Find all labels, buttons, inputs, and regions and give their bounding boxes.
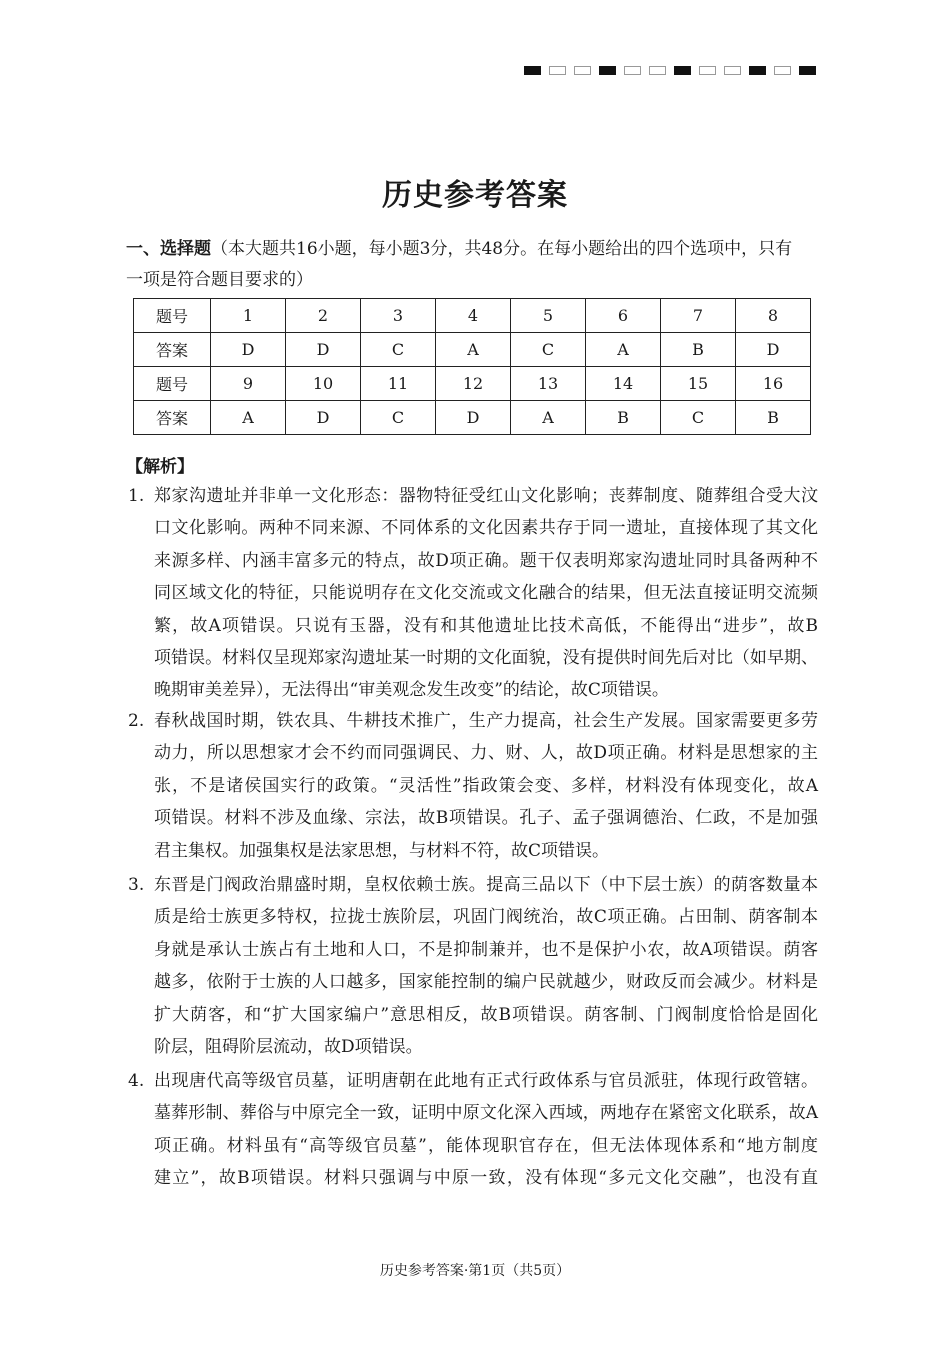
empty-square-mark bbox=[774, 66, 791, 75]
analysis-line: 来源多样、内涵丰富多元的特点，故D项正确。题干仅表明郑家沟遗址同时具备两种不 bbox=[154, 550, 818, 571]
table-cell: 6 bbox=[586, 299, 661, 333]
table-cell: C bbox=[511, 333, 586, 367]
analysis-line: 动力，所以思想家才会不约而同强调民、力、财、人，故D项正确。材料是思想家的主 bbox=[154, 743, 818, 764]
analysis-line: 春秋战国时期，铁农具、牛耕技术推广，生产力提高，社会生产发展。国家需要更多劳 bbox=[154, 711, 818, 731]
table-cell: 7 bbox=[661, 299, 736, 333]
empty-square-mark bbox=[549, 66, 566, 75]
table-cell: 12 bbox=[436, 367, 511, 401]
analysis-line: 同区域文化的特征，只能说明存在文化交流或文化融合的结果，但无法直接证明交流频 bbox=[154, 583, 818, 604]
table-cell: D bbox=[286, 333, 361, 367]
item-number: 4. bbox=[128, 1071, 145, 1091]
table-cell: 16 bbox=[736, 367, 811, 401]
table-cell: 8 bbox=[736, 299, 811, 333]
analysis-line: 质是给士族更多特权，拉拢士族阶层，巩固门阀统治，故C项正确。占田制、荫客制本 bbox=[154, 907, 818, 928]
table-cell: A bbox=[211, 401, 286, 435]
analysis-line: 越多，依附于士族的人口越多，国家能控制的编户民就越少，财政反而会减少。材料是 bbox=[154, 972, 818, 993]
table-cell: 10 bbox=[286, 367, 361, 401]
table-row bbox=[134, 401, 811, 435]
table-cell: B bbox=[586, 401, 661, 435]
section-intro bbox=[126, 234, 826, 296]
analysis-line: 扩大荫客，和“扩大国家编户”意思相反，故B项错误。荫客制、门阀制度恰恰是固化 bbox=[154, 1004, 818, 1025]
table-cell: B bbox=[661, 333, 736, 367]
analysis-line: 项正确。材料虽有“高等级官员墓”，能体现职官存在，但无法体现体系和“地方制度 bbox=[154, 1135, 818, 1156]
analysis-line: 东晋是门阀政治鼎盛时期，皇权依赖士族。提高三品以下（中下层士族）的荫客数量本 bbox=[154, 875, 818, 895]
table-cell: 5 bbox=[511, 299, 586, 333]
table-cell: 4 bbox=[436, 299, 511, 333]
empty-square-mark bbox=[649, 66, 666, 75]
table-cell: 2 bbox=[286, 299, 361, 333]
analysis-line: 郑家沟遗址并非单一文化形态：器物特征受红山文化影响；丧葬制度、随葬组合受大汶 bbox=[154, 486, 818, 506]
analysis-line: 晚期审美差异），无法得出“审美观念发生改变”的结论，故C项错误。 bbox=[154, 680, 669, 701]
table-cell: C bbox=[361, 401, 436, 435]
analysis-line: 身就是承认士族占有土地和人口，不是抑制兼并，也不是保护小农，故A项错误。荫客 bbox=[154, 939, 818, 960]
table-row bbox=[134, 299, 811, 333]
row-header: 答案 bbox=[134, 401, 211, 435]
filled-square-mark bbox=[799, 66, 816, 75]
table-cell: 9 bbox=[211, 367, 286, 401]
analysis-line: 君主集权。加强集权是法家思想，与材料不符，故C项错误。 bbox=[154, 840, 610, 861]
table-cell: D bbox=[436, 401, 511, 435]
table-cell: A bbox=[511, 401, 586, 435]
table-cell: D bbox=[286, 401, 361, 435]
section-heading: 一、选择题 bbox=[126, 239, 211, 259]
analysis-item bbox=[126, 869, 826, 1063]
analysis-line: 口文化影响。两种不同来源、不同体系的文化因素共存于同一遗址，直接体现了其文化 bbox=[154, 518, 818, 539]
table-row bbox=[134, 333, 811, 367]
analysis-line: 项错误。材料不涉及血缘、宗法，故B项错误。孔子、孟子强调德治、仁政，不是加强 bbox=[154, 808, 818, 829]
analysis-item bbox=[126, 705, 826, 867]
filled-square-mark bbox=[674, 66, 691, 75]
table-cell: C bbox=[661, 401, 736, 435]
row-header: 题号 bbox=[134, 367, 211, 401]
analysis-line: 繁，故A项错误。只说有玉器，没有和其他遗址比技术高低，不能得出“进步”，故B bbox=[154, 615, 818, 636]
table-cell: D bbox=[736, 333, 811, 367]
table-cell: 11 bbox=[361, 367, 436, 401]
page-footer: 历史参考答案·第1页（共5页） bbox=[379, 1263, 571, 1279]
row-header: 题号 bbox=[134, 299, 211, 333]
item-number: 1. bbox=[128, 486, 145, 506]
section-intro-line2: 一项是符合题目要求的） bbox=[126, 270, 313, 290]
filled-square-mark bbox=[524, 66, 541, 75]
analysis-line: 项错误。材料仅呈现郑家沟遗址某一时期的文化面貌，没有提供时间先后对比（如早期、 bbox=[154, 647, 818, 668]
empty-square-mark bbox=[624, 66, 641, 75]
analysis-line: 墓葬形制、葬俗与中原完全一致，证明中原文化深入西域，两地存在紧密文化联系，故A bbox=[154, 1103, 818, 1124]
answer-table bbox=[133, 298, 811, 435]
table-cell: 14 bbox=[586, 367, 661, 401]
empty-square-mark bbox=[724, 66, 741, 75]
section-intro-line1: （本大题共16小题，每小题3分，共48分。在每小题给出的四个选项中，只有 bbox=[211, 239, 793, 259]
analysis-line: 阶层，阻碍阶层流动，故D项错误。 bbox=[154, 1036, 423, 1057]
table-cell: A bbox=[586, 333, 661, 367]
page-title: 历史参考答案 bbox=[382, 178, 568, 213]
analysis-item bbox=[126, 480, 826, 707]
table-cell: 13 bbox=[511, 367, 586, 401]
analysis-line: 建立”，故B项错误。材料只强调与中原一致，没有体现“多元文化交融”，也没有直 bbox=[154, 1168, 818, 1189]
analysis-item bbox=[126, 1065, 826, 1195]
table-cell: 15 bbox=[661, 367, 736, 401]
table-cell: B bbox=[736, 401, 811, 435]
empty-square-mark bbox=[699, 66, 716, 75]
item-number: 3. bbox=[128, 875, 145, 895]
table-cell: D bbox=[211, 333, 286, 367]
filled-square-mark bbox=[749, 66, 766, 75]
analysis-line: 张，不是诸侯国实行的政策。“灵活性”指政策会变、多样，材料没有体现变化，故A bbox=[154, 775, 818, 796]
analysis-line: 出现唐代高等级官员墓，证明唐朝在此地有正式行政体系与官员派驻，体现行政管辖。 bbox=[154, 1071, 818, 1091]
table-row bbox=[134, 367, 811, 401]
analysis-heading: 【解析】 bbox=[126, 457, 194, 477]
table-cell: 3 bbox=[361, 299, 436, 333]
empty-square-mark bbox=[574, 66, 591, 75]
table-cell: C bbox=[361, 333, 436, 367]
header-marks bbox=[524, 66, 816, 75]
table-cell: A bbox=[436, 333, 511, 367]
filled-square-mark bbox=[599, 66, 616, 75]
table-cell: 1 bbox=[211, 299, 286, 333]
row-header: 答案 bbox=[134, 333, 211, 367]
item-number: 2. bbox=[128, 711, 145, 731]
